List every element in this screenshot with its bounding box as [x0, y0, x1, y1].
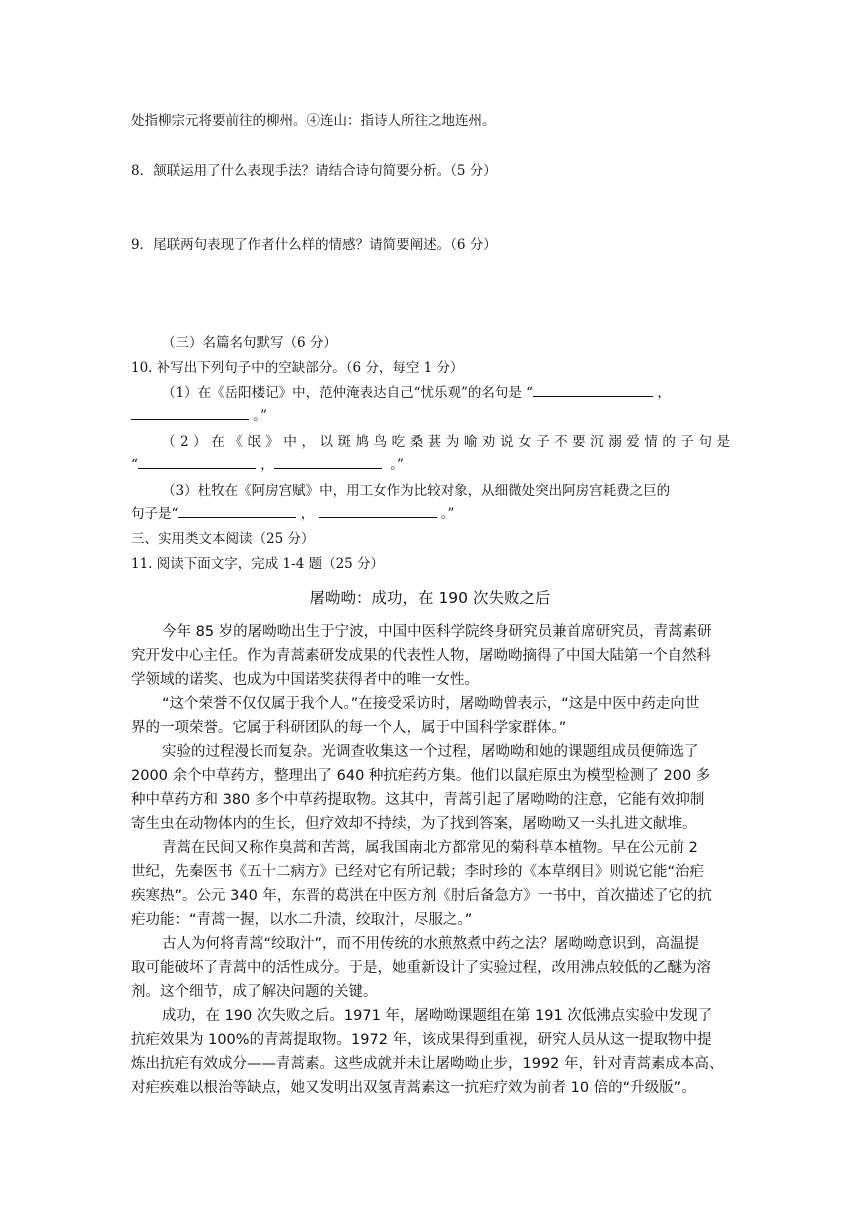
article-line: “这个荣誉不仅仅属于我个人。”在接受采访时，屠呦呦曾表示，“这是中医中药走向世 — [162, 696, 700, 712]
article-line: 抗疟效果为 100%的青蒿提取物。1972 年，该成果得到重视，研究人员从这一提取物中提 — [131, 1032, 712, 1048]
article-title: 屠呦呦：成功，在 190 次失败之后 — [309, 589, 551, 607]
punctuation: 句子是“ — [131, 506, 179, 522]
article-line: 界的一项荣誉。它属于科研团队的每一个人，属于中国科学家群体。” — [131, 720, 567, 736]
article-line: 世纪，先秦医书《五十二病方》已经对它有所记载；李时珍的《本草纲目》则说它能“治疟 — [131, 864, 705, 880]
article-line: 2000 余个中草药方，整理出了 640 种抗疟药方集。他们以鼠疟原虫为模型检测了 200 多 — [131, 768, 711, 784]
punctuation: ， — [657, 385, 671, 401]
section-heading-dictation: （三）名篇名句默写（6 分） — [162, 335, 337, 351]
punctuation: 。” — [253, 408, 267, 424]
answer-blank[interactable] — [319, 503, 437, 518]
answer-blank[interactable] — [138, 454, 256, 469]
punctuation: 。” — [440, 506, 455, 522]
punctuation: ， — [260, 457, 274, 473]
article-line: 古人为何将青蒿“绞取汁”，而不用传统的水煎熬煮中药之法？屠呦呦意识到，高温提 — [162, 936, 700, 952]
punctuation: ， — [300, 506, 315, 522]
question-10-item-3: （3）杜牧在《阿房宫赋》中，用工女作为比较对象，从细微处突出阿房宫耗费之巨的 — [162, 483, 671, 499]
article-line: 种中草药方和 380 多个中草药提取物。这其中，青蒿引起了屠呦呦的注意，它能有效抑制 — [131, 792, 705, 808]
article-line: 成功，在 190 次失败之后。1971 年，屠呦呦课题组在第 191 次低沸点实验中发现了 — [162, 1008, 713, 1024]
question-11: 11. 阅读下面文字，完成 1-4 题（25 分） — [131, 556, 385, 572]
annotation-note: 处指柳宗元将要前往的柳州。④连山：指诗人所往之地连州。 — [131, 113, 496, 129]
question-9: 9．尾联两句表现了作者什么样的情感？请简要阐述。（6 分） — [131, 237, 497, 253]
question-10-item-1-text: （1）在《岳阳楼记》中，范仲淹表达自己“忧乐观”的名句是 “ — [162, 385, 534, 401]
question-10-item-2-cont — [131, 453, 404, 473]
article-line: 疾寒热”。公元 340 年，东晋的葛洪在中医方剂《肘后备急方》一书中，首次描述了它的抗 — [131, 888, 712, 904]
answer-blank[interactable] — [274, 454, 382, 469]
part-heading-practical-reading: 三、实用类文本阅读（25 分） — [131, 531, 315, 547]
punctuation: 。” — [390, 457, 404, 473]
question-10-item-1 — [162, 381, 671, 401]
article-line: 实验的过程漫长而复杂。光调查收集这一个过程，屠呦呦和她的课题组成员便筛选了 — [162, 744, 699, 760]
article-line: 究开发中心主任。作为青蒿素研发成果的代表性人物，屠呦呦摘得了中国大陆第一个自然科 — [131, 648, 711, 664]
question-10-item-3-cont — [131, 502, 454, 522]
question-8: 8．颔联运用了什么表现手法？请结合诗句简要分析。（5 分） — [131, 163, 497, 179]
article-line: 青蒿在民间又称作臭蒿和苦蒿，属我国南北方都常见的菊科草本植物。早在公元前 2 — [162, 840, 698, 856]
answer-blank[interactable] — [533, 382, 653, 397]
article-line: 对疟疾难以根治等缺点，她又发明出双氢青蒿素这一抗疟疗效为前者 10 倍的“升级版”。 — [131, 1080, 696, 1096]
question-10: 10. 补写出下列句子中的空缺部分。（6 分，每空 1 分） — [131, 360, 464, 376]
article-line: 疟功能：“青蒿一握，以水二升渍，绞取汁，尽服之。” — [131, 912, 473, 928]
article-line: 剂。这个细节，成了解决问题的关键。 — [131, 984, 378, 1000]
article-line: 取可能破坏了青蒿中的活性成分。于是，她重新设计了实验过程，改用沸点较低的乙醚为溶 — [131, 960, 711, 976]
article-line: 炼出抗疟有效成分——青蒿素。这些成就并未让屠呦呦止步，1992 年，针对青蒿素成本高、 — [131, 1056, 724, 1072]
question-10-item-2: （2）在《氓》中，以斑鸠鸟吃桑葚为喻劝说女子不要沉溺爱情的子句是 — [162, 434, 730, 450]
article-line: 今年 85 岁的屠呦呦出生于宁波，中国中医科学院终身研究员兼首席研究员，青蒿素研 — [162, 624, 712, 640]
article-line: 学领域的诺奖、也成为中国诺奖获得者中的唯一女性。 — [131, 672, 479, 688]
article-line: 寄生虫在动物体内的生长，但疗效却不持续，为了找到答案，屠呦呦又一头扎进文献堆。 — [131, 816, 697, 832]
answer-blank[interactable] — [178, 503, 296, 518]
question-10-item-1-cont — [131, 404, 267, 424]
answer-blank[interactable] — [131, 405, 249, 420]
punctuation: “ — [131, 457, 138, 473]
